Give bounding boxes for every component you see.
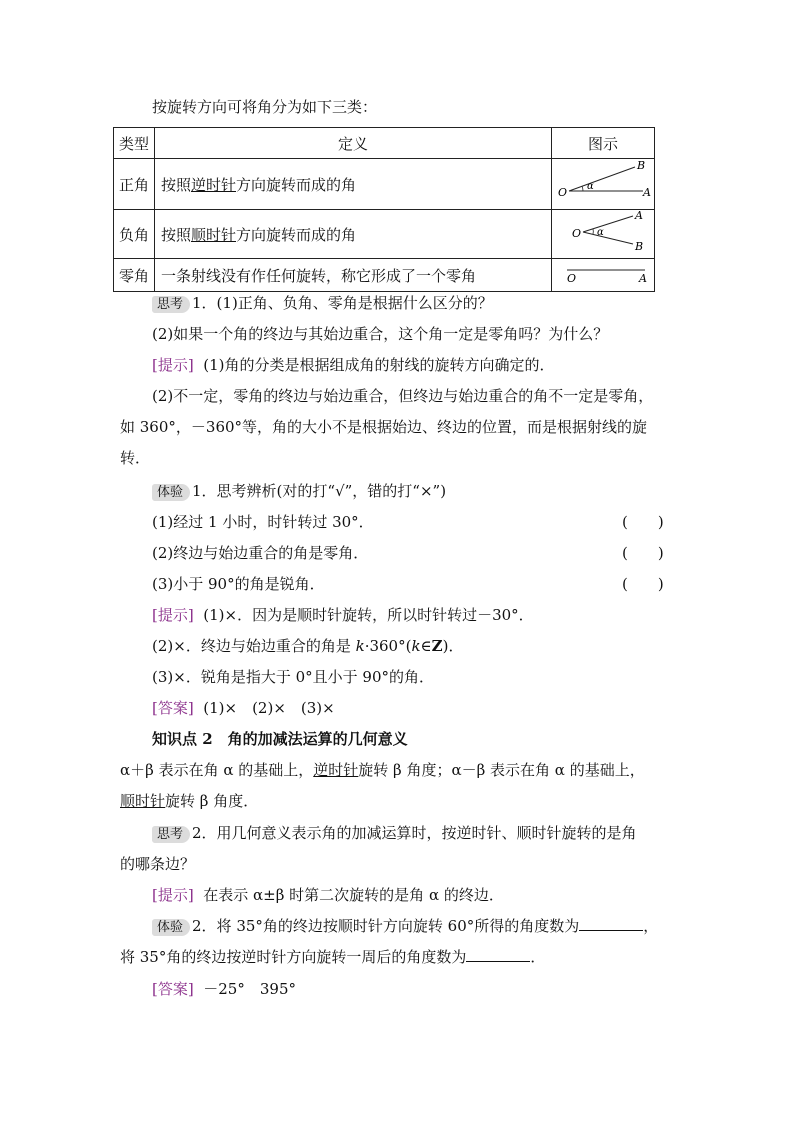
kp2-line1: α＋β 表示在角 α 的基础上，逆时针旋转 β 角度；α－β 表示在角 α 的基础上， [120, 761, 645, 779]
positive-angle-figure [552, 159, 655, 210]
answer-paren: ( ) [622, 575, 664, 593]
svg-text:A: A [635, 210, 643, 222]
svg-text:A: A [639, 272, 647, 285]
intro-text: 按旋转方向可将角分为如下三类： [152, 98, 378, 116]
exp1-item3: (3)小于 90°的角是锐角． [152, 575, 325, 593]
angle-type-table [113, 127, 655, 292]
answer-paren: ( ) [622, 513, 664, 531]
kp2-title: 知识点 2 角的加减法运算的几何意义 [152, 730, 408, 748]
svg-text:α: α [597, 227, 604, 238]
exp2-line1: 体验 2．将 35°角的终边按顺时针方向旋转 60°所得的角度数为 ， [152, 916, 658, 936]
exp1-title: 体验 1．思考辨析(对的打“√”，错的打“×”) [152, 481, 446, 501]
header-definition: 定义 [155, 128, 552, 159]
hint-label: [提示] [152, 356, 194, 374]
think1-question1: 思考 1．(1)正角、负角、零角是根据什么区分的？ [152, 293, 493, 313]
think-badge: 思考 [152, 826, 190, 843]
exp1-hint1: [提示] (1)×．因为是顺时针旋转，所以时针转过－30°． [152, 606, 534, 624]
table-row [114, 210, 655, 259]
svg-text:O: O [558, 186, 568, 199]
think2-line2: 的哪条边？ [120, 855, 196, 873]
exp2-line2: 将 35°角的终边按逆时针方向旋转一周后的角度数为 ． [120, 948, 546, 966]
row-definition: 按照逆时针方向旋转而成的角 [155, 159, 552, 210]
think-badge: 思考 [152, 296, 190, 313]
row-type: 负角 [114, 210, 155, 259]
table-row [114, 259, 655, 292]
answer-label: [答案] [152, 699, 194, 717]
negative-angle-figure [552, 210, 655, 259]
table-header-row [114, 128, 655, 159]
experience-badge: 体验 [152, 484, 190, 501]
exp1-hint3: (3)×．锐角是指大于 0°且小于 90°的角． [152, 668, 434, 686]
think2-line1: 思考 2．用几何意义表示角的加减运算时，按逆时针、顺时针旋转的是角 [152, 823, 637, 843]
header-figure: 图示 [552, 128, 655, 159]
fill-blank[interactable] [466, 947, 530, 962]
answer-paren: ( ) [622, 544, 664, 562]
row-definition: 按照顺时针方向旋转而成的角 [155, 210, 552, 259]
think1-hint1: [提示] (1)角的分类是根据组成角的射线的旋转方向确定的． [152, 356, 555, 374]
svg-text:O: O [572, 227, 582, 240]
think1-question2: (2)如果一个角的终边与其始边重合，这个角一定是零角吗？为什么？ [152, 325, 609, 343]
hint-label: [提示] [152, 606, 194, 624]
row-definition: 一条射线没有作任何旋转，称它形成了一个零角 [155, 259, 552, 292]
exp1-hint2: (2)×．终边与始边重合的角是 k·360°(k∈Z)． [152, 637, 464, 655]
think1-hint2-line2: 如 360°，－360°等，角的大小不是根据始边、终边的位置，而是根据射线的旋 [120, 418, 648, 436]
exp1-item2: (2)终边与始边重合的角是零角． [152, 544, 369, 562]
fill-blank[interactable] [579, 916, 643, 931]
think1-hint2-line3: 转． [120, 449, 151, 467]
exp1-answer: [答案] (1)× (2)× (3)× [152, 699, 335, 717]
header-type: 类型 [114, 128, 155, 159]
hint-label: [提示] [152, 886, 194, 904]
row-type: 零角 [114, 259, 155, 292]
svg-text:B: B [635, 240, 644, 253]
think1-hint2-line1: (2)不一定，零角的终边与始边重合，但终边与始边重合的角不一定是零角， [152, 387, 654, 405]
kp2-line2: 顺时针旋转 β 角度． [120, 792, 259, 810]
svg-text:A: A [643, 186, 651, 199]
think2-hint: [提示] 在表示 α±β 时第二次旋转的是角 α 的终边． [152, 886, 504, 904]
row-type: 正角 [114, 159, 155, 210]
exp2-answer: [答案] －25° 395° [152, 980, 296, 998]
exp1-item1: (1)经过 1 小时，时针转过 30°． [152, 513, 374, 531]
svg-text:O: O [567, 272, 577, 285]
svg-text:α: α [587, 181, 594, 192]
answer-label: [答案] [152, 980, 194, 998]
table-row [114, 159, 655, 210]
zero-angle-figure [552, 259, 655, 292]
svg-text:B: B [637, 159, 646, 172]
experience-badge: 体验 [152, 919, 190, 936]
